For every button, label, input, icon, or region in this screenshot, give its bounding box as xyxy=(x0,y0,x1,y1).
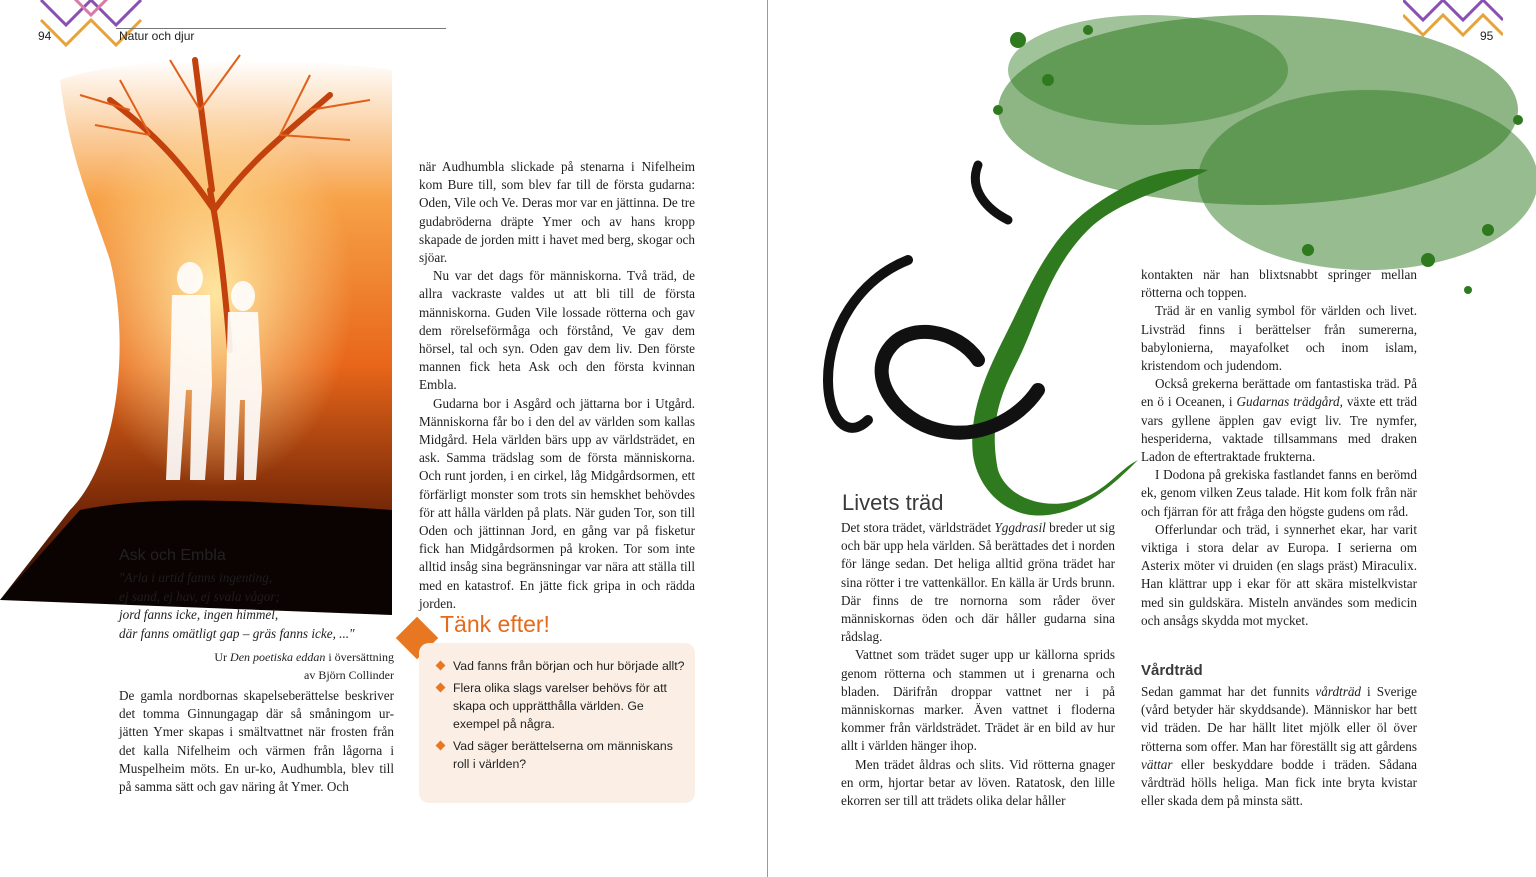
section-title: Livets träd xyxy=(842,490,944,515)
text-run-italic: Gudarnas trädgård, xyxy=(1236,394,1343,410)
text-run: breder ut sig och bär upp hela världen. Så berättades det i norden för länge sedan. Det heliga alltid gröna trädet har sina rötter i tre vattenkällor. En källa är Urds brunn. Där finns de tre nornorna som råder över människornas öden och där håller gudarna sina rådslag. xyxy=(841,520,1116,645)
text-run-italic: vårdträd xyxy=(1315,684,1362,699)
text-run: i Sverige (vård betyder här skyddsande). Människor har bett vid träden. De har hällt litet mjölk eller öl över rötterna som offer. Man har föreställt sig att gårdens xyxy=(1141,684,1418,754)
text-run-italic: Yggdrasil xyxy=(994,520,1046,535)
text-run: Sedan gammat har det funnits xyxy=(1141,684,1310,699)
paragraph: Offerlundar och träd, i synnerhet ekar, har varit viktiga i stora delar av Europa. I serierna om Asterix möter vi druiden (en slags präst) Miraculix. Han klättrar upp i ekar för att skära mistelkvistar med sin guldskära. Misteln användes som medicin och ansågs skydda mot mycket. xyxy=(1141,521,1417,628)
text-run: Det stora trädet, världsträdet xyxy=(841,520,992,535)
poem-excerpt xyxy=(119,569,389,643)
poem-title: Ask och Embla xyxy=(119,547,226,564)
diamond-bullet-icon xyxy=(436,683,446,693)
question-item xyxy=(437,657,685,675)
question-text: Vad säger berättelserna om människans roll i världen? xyxy=(453,739,673,771)
diamond-bullet-icon xyxy=(436,661,446,671)
page-number: 94 xyxy=(38,29,52,43)
poem-line: "Arla i urtid fanns ingenting, xyxy=(119,570,273,585)
question-item xyxy=(437,679,685,733)
text-run: eller beskyddare bodde i träden. Sådana vårdträd hölls heliga. Man fick inte bryta kvistar eller skada dem på minsta sätt. xyxy=(1141,756,1417,809)
paragraph: när Audhumbla slickade på stenarna i Nifelheim kom Bure till, som blev far till de första gudarna: Oden, Vile och Ve. Deras mor var en jättinna. De tre gudabröderna dräpte Ymer och av hans kropp skapade de jorden mitt i havet med berg, skogar och sjöar. xyxy=(419,159,695,266)
paragraph xyxy=(1141,683,1417,810)
text-run: Också grekerna berättade om fantastiska träd. På en ö i Oceanen, i xyxy=(1141,376,1417,410)
paragraph: Nu var det dags för människorna. Två träd, de allra vackraste valdes ut att bli till de första människorna. Guden Vile lossade rötterna och gav dem rörelseförmåga och förstånd, Ve gav dem hörsel, tal och syn. Oden gav dem liv. Den förste mannen fick heta Ask och den första kvinnan Embla. xyxy=(419,268,695,393)
left-page xyxy=(0,0,767,877)
question-list xyxy=(419,643,695,773)
poem-line: där fanns omätligt gap – gräs fanns icke, ..." xyxy=(119,625,355,641)
ask-embla-illustration xyxy=(0,40,392,615)
poem-line: ej sand, ej hav, ej svala vågor; xyxy=(119,588,280,604)
paragraph: I Dodona på grekiska fastlandet fanns en berömd ek, genom vilken Zeus talade. Hit kom folk från när och fjärran för att fråga den högste gudens om råd. xyxy=(1141,467,1417,519)
credit-prefix: Ur xyxy=(214,650,228,664)
text-run: växte ett träd vars gyllene äpplen gav evigt liv. Tre nymfer, hesperiderna, vaktade tillsammans med draken Ladon de eftertraktade frukterna. xyxy=(1141,394,1418,465)
right-column-2b xyxy=(1141,683,1417,810)
paragraph: De gamla nordbornas skapelseberättelse beskriver det tomma Ginnungagap där så småningom ur-jätten Ymer skapas i smältvattnet när frosten från det kalla Nifelheim och värmen från lågorna i Muspelheim möts. En ur-ko, Audhumbla, blev till på samma sätt och gav näring åt Ymer. Och xyxy=(119,688,394,795)
question-text: Vad fanns från början och hur började allt? xyxy=(453,659,685,673)
paragraph xyxy=(841,519,1115,646)
page-number: 95 xyxy=(1480,29,1494,43)
right-page xyxy=(768,0,1536,877)
think-box xyxy=(419,643,695,803)
poem-credit xyxy=(150,648,394,684)
credit-translator: av Björn Collinder xyxy=(304,668,394,682)
paragraph: Träd är en vanlig symbol för världen och livet. Livsträd finns i berättelser från sumererna, babylonierna, mayafolket och inom islam, kristendom och judendom. xyxy=(1141,303,1417,374)
think-box-title: Tänk efter! xyxy=(440,611,550,637)
left-column-2 xyxy=(419,158,695,613)
credit-work: Den poetiska eddan xyxy=(230,650,326,664)
running-head: Natur och djur xyxy=(119,29,195,43)
right-column-2 xyxy=(1141,266,1417,630)
paragraph: Men trädet åldras och slits. Vid rötterna gnager en orm, hjortar betar av löven. Ratatosk, den lille ekorren ser till att trädets olika delar håller xyxy=(841,756,1115,809)
subsection-title: Vårdträd xyxy=(1141,662,1203,679)
left-column-1 xyxy=(119,687,394,796)
poem-line: jord fanns icke, ingen himmel, xyxy=(119,607,279,623)
paragraph: kontakten när han blixtsnabbt springer mellan rötterna och toppen. xyxy=(1141,267,1417,301)
right-column-1 xyxy=(841,519,1115,810)
diamond-bullet-icon xyxy=(436,741,446,751)
credit-suffix: i översättning xyxy=(328,650,394,664)
question-text: Flera olika slags varelser behövs för att skapa och upprätthålla världen. Ge exempel på några. xyxy=(453,681,667,731)
paragraph: Gudarna bor i Asgård och jättarna bor i Utgård. Människorna får bo i den del av världen som kallas Midgård. Hela världen bärs upp av världsträdet, en ask. Samma trädslag som de första människorna. Och runt jorden, i en cirkel, låg Midgårdsormen, ett förfärligt monster som trots sin hemskhet behövdes för att hålla världen på plats. När guden Tor, son till Oden och jättinnan Jord, en gång var på fisketur fick han Midgårdsormen på kroken. Tor som inte alltid insåg sina begränsningar var nära att ställa till med en katastrof. En jätte fick gripa in och rädda jorden. xyxy=(419,395,695,611)
question-item xyxy=(437,737,685,773)
text-run-italic: vättar xyxy=(1141,756,1173,772)
paragraph: Vattnet som trädet suger upp ur källorna sprids genom rötterna och stammen ut i grenarna och bladen. Därifrån droppar vattnet ner i på människornas marker. Även vattnet i floderna kommer från världsträdet. Trädet är en bild av hur allt i världen hänger ihop. xyxy=(841,647,1115,754)
paragraph xyxy=(1141,375,1417,466)
